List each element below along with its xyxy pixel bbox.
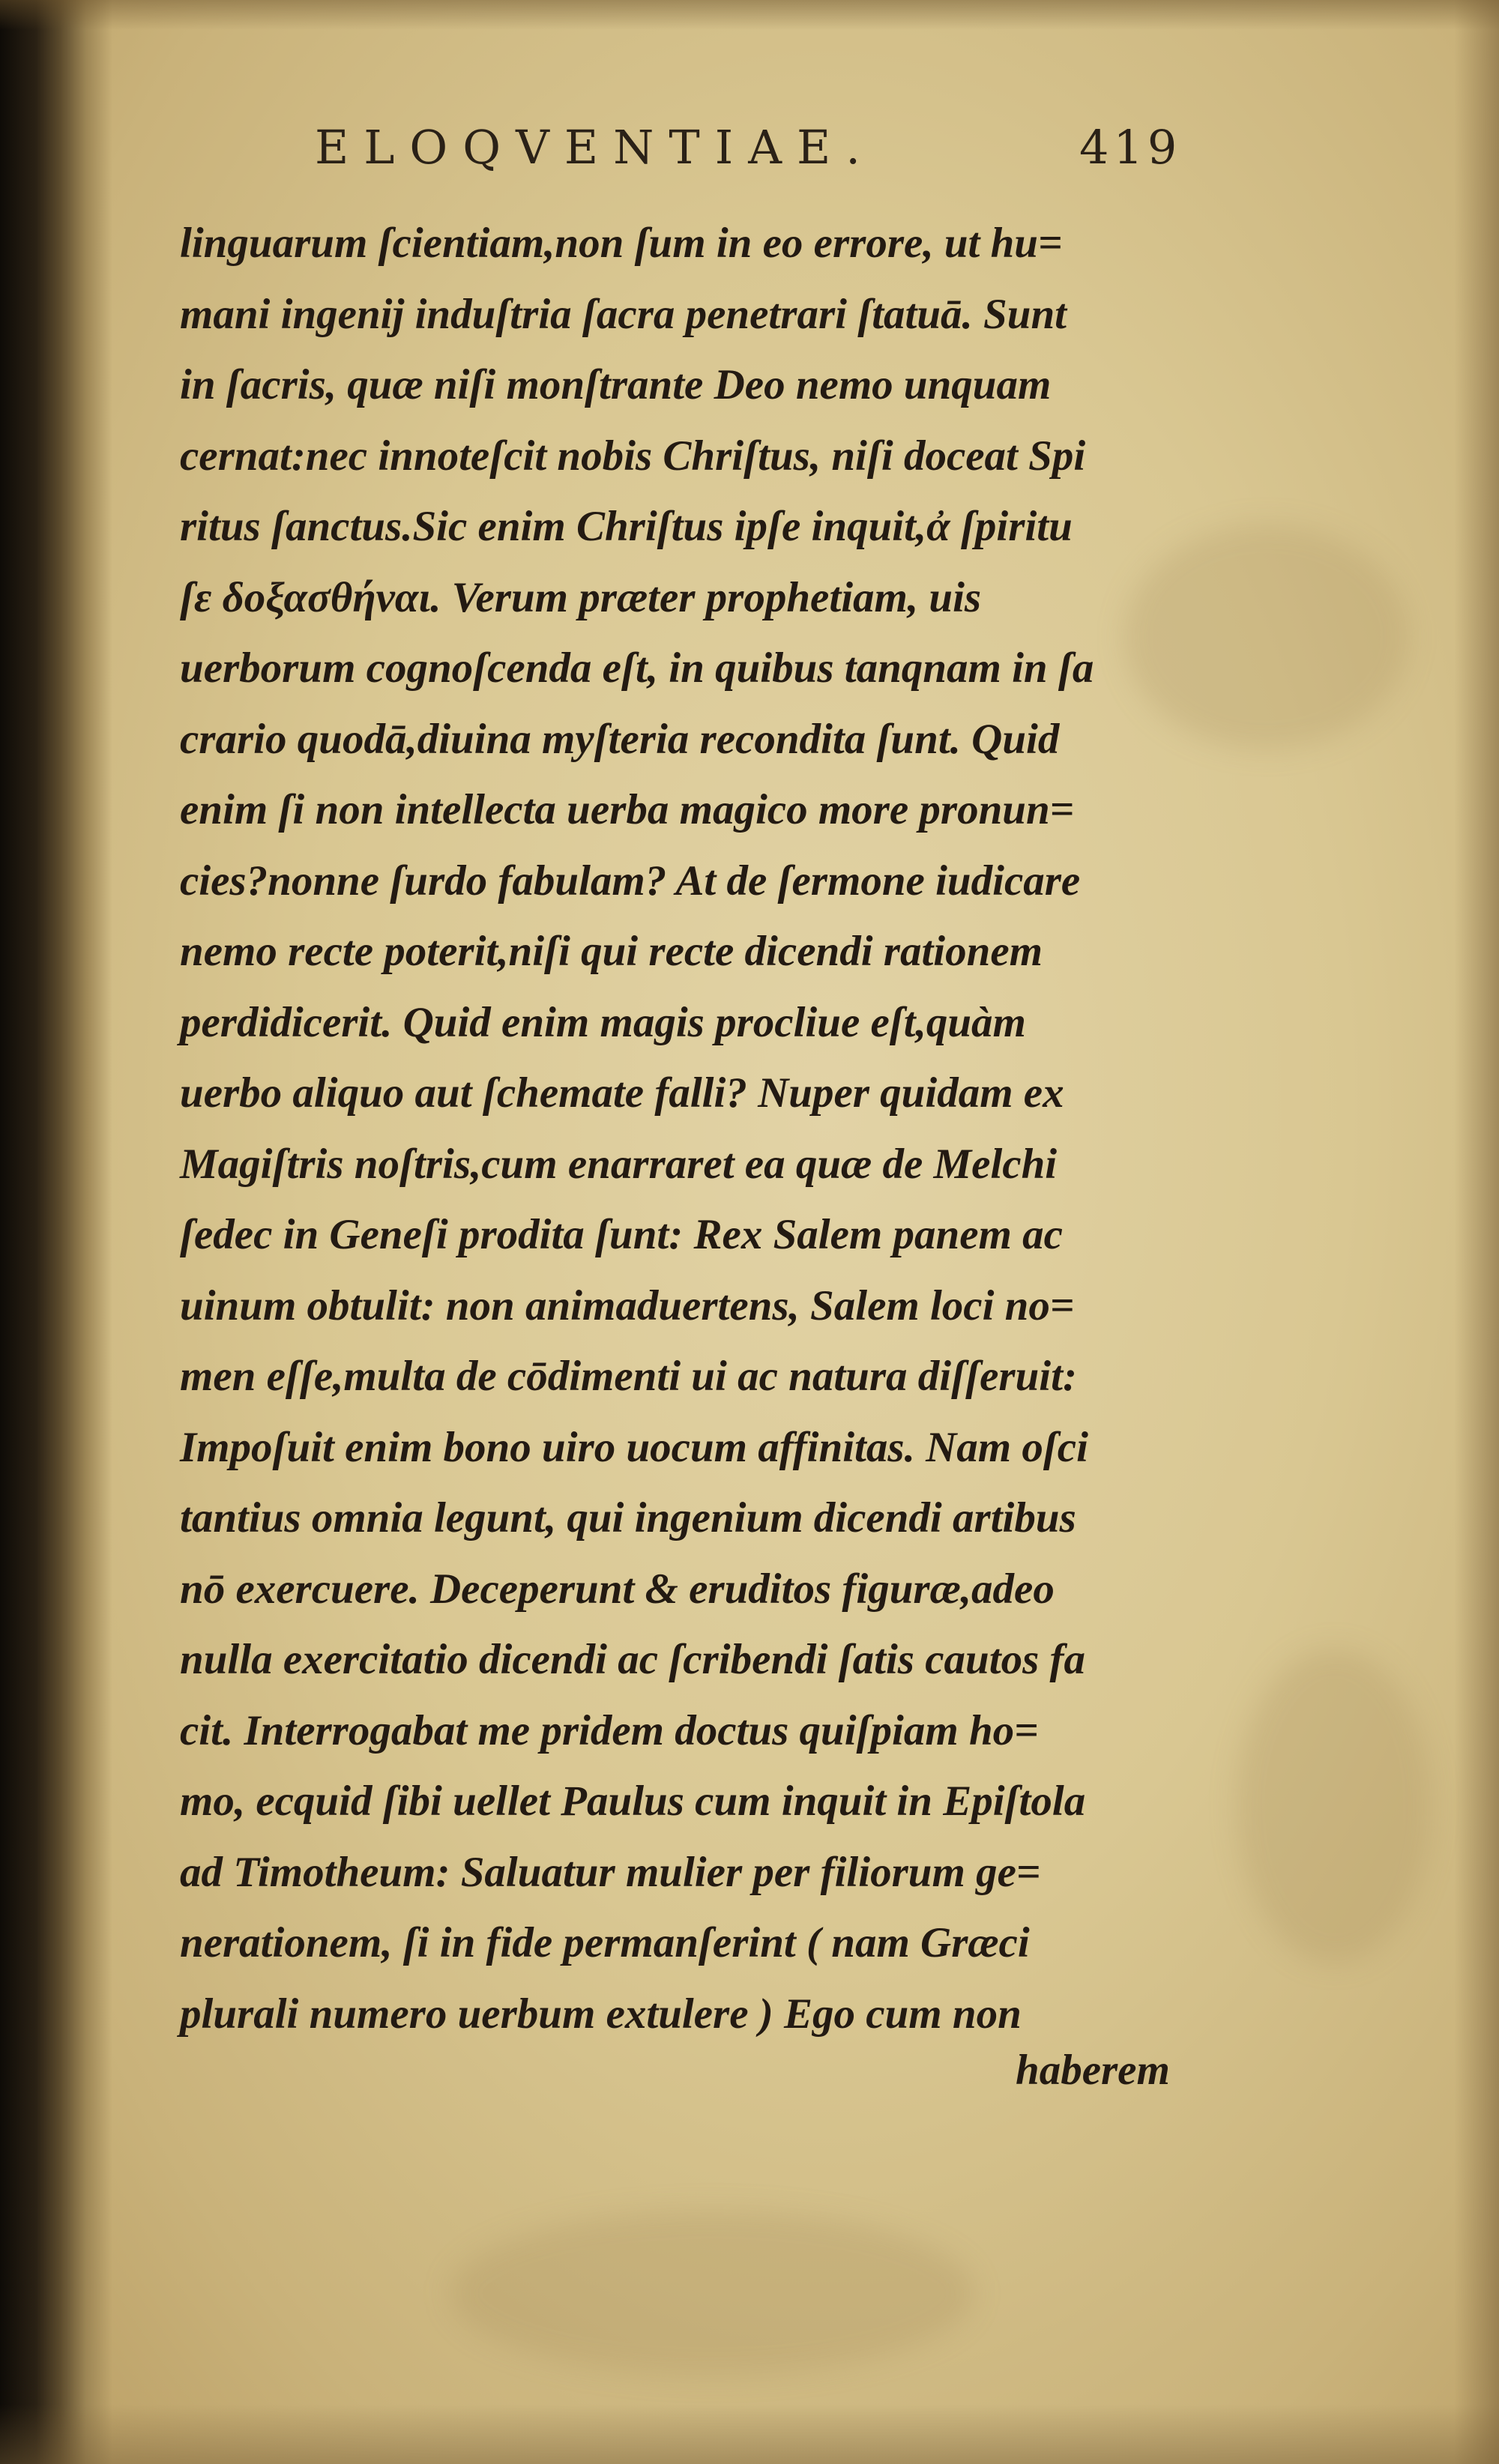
running-title: ELOQVENTIAE.	[315, 120, 875, 175]
text-line: cit. Interrogabat me pridem doctus quiſpiam ho=	[180, 1706, 1039, 1754]
text-line: mo, ecquid ſibi uellet Paulus cum inquit in Epiſtola	[180, 1778, 1086, 1825]
binding-gutter-shadow	[0, 0, 112, 2464]
text-line: ad Timotheum: Saluatur mulier per filiorum ge=	[180, 1848, 1041, 1896]
text-line: nō exercuere. Deceperunt & eruditos figuræ,adeo	[180, 1565, 1055, 1613]
text-line: ſedec in Geneſi prodita ſunt: Rex Salem panem ac	[180, 1211, 1063, 1258]
text-line: uerborum cognoſcenda eſt, in quibus tanqnam in ſa	[180, 644, 1094, 692]
body-text	[180, 208, 1244, 2050]
page-number: 419	[1079, 120, 1182, 175]
text-line: men eſſe,multa de cōdimenti ui ac natura diſſeruit:	[180, 1353, 1077, 1400]
catchword: haberem	[1016, 2047, 1170, 2094]
text-line: in ſacris, quæ niſi monſtrante Deo nemo unquam	[180, 361, 1052, 408]
text-line: linguarum ſcientiam,non ſum in eo errore, ut hu=	[180, 220, 1063, 267]
text-line: enim ſi non intellecta uerba magico more pronun=	[180, 786, 1075, 833]
text-line: perdidicerit. Quid enim magis procliue eſt,quàm	[180, 998, 1026, 1046]
paper-stain	[1237, 1649, 1432, 1963]
text-line: cies?nonne ſurdo fabulam? At de ſermone iudicare	[180, 857, 1081, 905]
text-line: nemo recte poterit,niſi qui recte dicendi rationem	[180, 928, 1043, 975]
text-line: uerbo aliquo aut ſchemate falli? Nuper quidam ex	[180, 1069, 1064, 1117]
text-line: crario quodā,diuina myſteria recondita ſunt. Quid	[180, 715, 1060, 763]
paper-stain	[450, 2211, 974, 2376]
text-line: Impoſuit enim bono uiro uocum affinitas. Nam oſci	[180, 1423, 1088, 1471]
text-line: ſε δοξασθήναι. Verum præter prophetiam, uis	[180, 573, 982, 621]
text-line: ritus ſanctus.Sic enim Chriſtus ipſe inquit,ἀ ſpiritu	[180, 503, 1073, 550]
text-line: tantius omnia legunt, qui ingenium dicendi artibus	[180, 1494, 1076, 1541]
text-line: nulla exercitatio dicendi ac ſcribendi ſatis cautos fa	[180, 1636, 1085, 1683]
text-line: mani ingenij induſtria ſacra penetrari ſtatuā. Sunt	[180, 290, 1067, 338]
page-top-edge	[0, 0, 1499, 30]
page-bottom-edge	[0, 2404, 1499, 2464]
text-line: nerationem, ſi in fide permanſerint ( nam Græci	[180, 1919, 1030, 1966]
text-line: cernat:nec innoteſcit nobis Chriſtus, niſi doceat Spi	[180, 432, 1086, 480]
text-line: plurali numero uerbum extulere ) Ego cum non	[180, 1990, 1022, 2038]
text-line: Magiſtris noſtris,cum enarraret ea quæ de Melchi	[180, 1140, 1058, 1188]
text-line: uinum obtulit: non animaduertens, Salem loci no=	[180, 1281, 1075, 1329]
page-right-edge	[1454, 0, 1499, 2464]
